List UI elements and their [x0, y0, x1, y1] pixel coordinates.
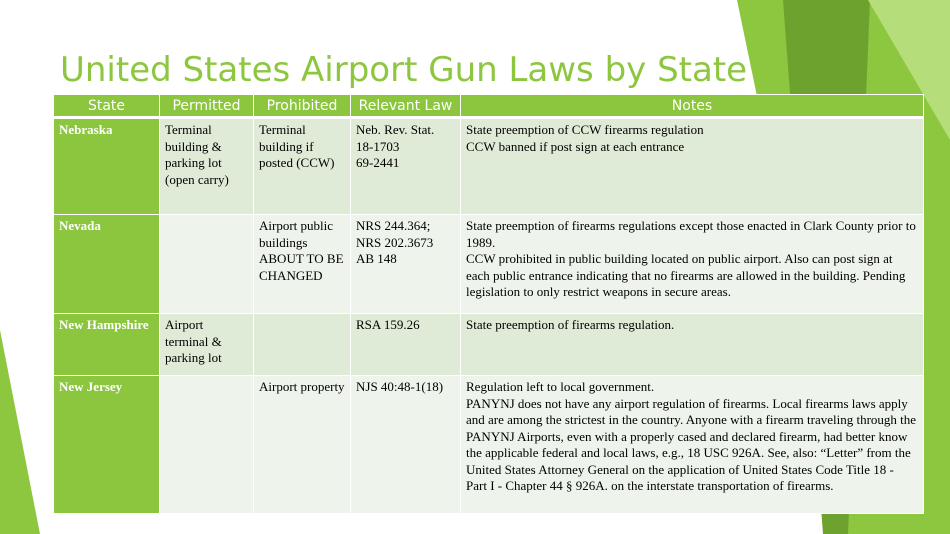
notes-cell — [461, 314, 924, 376]
table-row — [54, 376, 924, 514]
law-cell — [351, 314, 461, 376]
law-line: NRS 244.364; — [356, 218, 431, 233]
law-line: AB 148 — [356, 251, 397, 266]
law-cell — [351, 118, 461, 215]
table-row — [54, 118, 924, 215]
notes-line: Regulation left to local government. — [466, 379, 655, 394]
notes-cell — [461, 215, 924, 314]
law-line: Neb. Rev. Stat. — [356, 122, 435, 137]
law-line: 18-1703 — [356, 138, 400, 154]
notes-cell — [461, 118, 924, 215]
notes-line: PANYNJ does not have any airport regulation of firearms. Local firearms laws apply and are among the strictest in the country. Anyone with a firearm traveling through the PANYNJ Airports, even with a properly cased and declared firearm, had better know the applicable federal and local laws, e.g., 18 USC 926A. See, also: “Letter” from the United States Attorney General on the application of United States Code Title 18 - Part I - Chapter 44 § 926A. on the interstate transportation of firearms. — [466, 395, 917, 493]
law-line: NRS 202.3673 — [356, 234, 434, 250]
prohibited-cell: Airport public buildings ABOUT TO BE CHANGED — [254, 215, 351, 314]
header-permitted: Permitted — [160, 95, 254, 118]
permitted-cell — [160, 376, 254, 514]
notes-line: CCW prohibited in public building located on public airport. Also can post sign at each public entrance indicating that no firearms are allowed in the building. Pending legislation to only restrict weapons in secure areas. — [466, 251, 906, 299]
notes-cell — [461, 376, 924, 514]
page-title: United States Airport Gun Laws by State — [60, 50, 748, 90]
prohibited-cell: Terminal building if posted (CCW) — [254, 118, 351, 215]
notes-line: State preemption of firearms regulations except those enacted in Clark County prior to 1989. — [466, 218, 916, 250]
state-cell: Nevada — [54, 215, 160, 314]
header-prohibited: Prohibited — [254, 95, 351, 118]
notes-line: State preemption of firearms regulation. — [466, 317, 675, 332]
header-relevant-law: Relevant Law — [351, 95, 461, 118]
left-green-wedge — [0, 330, 40, 534]
state-cell: New Hampshire — [54, 314, 160, 376]
header-notes: Notes — [461, 95, 924, 118]
prohibited-cell: Airport property — [254, 376, 351, 514]
law-line: 69-2441 — [356, 155, 400, 170]
notes-line: State preemption of CCW firearms regulation — [466, 122, 704, 137]
gun-laws-table — [53, 94, 924, 514]
table-row — [54, 314, 924, 376]
header-row — [54, 95, 924, 118]
law-line: NJS 40:48-1(18) — [356, 379, 444, 394]
permitted-cell: Airport terminal & parking lot — [160, 314, 254, 376]
permitted-cell — [160, 215, 254, 314]
law-cell — [351, 376, 461, 514]
prohibited-cell — [254, 314, 351, 376]
state-cell: New Jersey — [54, 376, 160, 514]
header-state: State — [54, 95, 160, 118]
notes-line: CCW banned if post sign at each entrance — [466, 138, 685, 154]
permitted-cell: Terminal building & parking lot (open carry) — [160, 118, 254, 215]
law-cell — [351, 215, 461, 314]
state-cell: Nebraska — [54, 118, 160, 215]
table-row — [54, 215, 924, 314]
law-line: RSA 159.26 — [356, 317, 420, 332]
